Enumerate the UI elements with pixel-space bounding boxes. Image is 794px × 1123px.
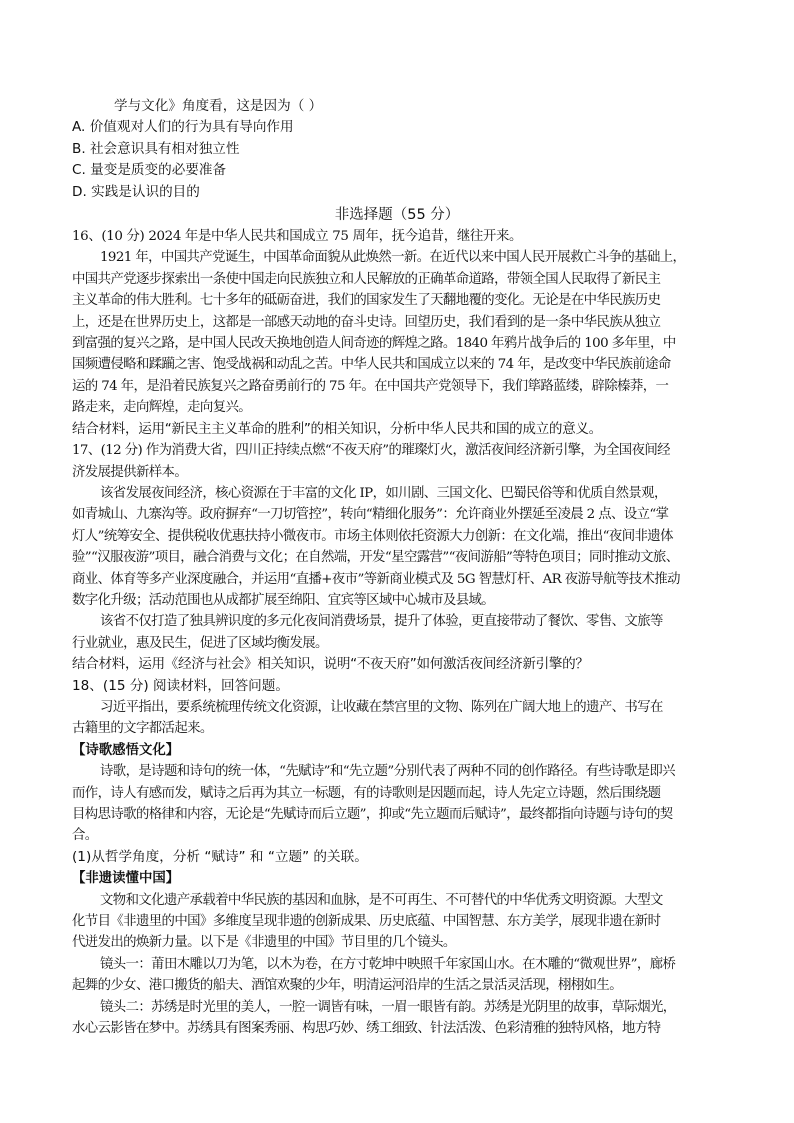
q18-heritage-line: 文物和文化遗产承载着中华民族的基因和血脉，是不可再生、不可替代的中华优秀文明资源。大型文 bbox=[100, 892, 663, 908]
q18-poem-line: 诗歌，是诗题和诗句的统一体，“先赋诗”和“先立题”分别代表了两种不同的创作路径。有些诗歌是即兴 bbox=[100, 764, 675, 780]
q18-quote-line: 习近平指出，要系统梳理传统文化资源，让收藏在禁宫里的文物、陈列在广阔大地上的遗产、书写在 bbox=[100, 699, 663, 715]
q17-para-line: 数字化升级；活动范围也从成都扩展至绵阳、宜宾等区域中心城市及县域。 bbox=[72, 592, 495, 608]
q16-para-line: 中国共产党逐步探索出一条使中国走向民族独立和人民解放的正确革命道路，带领全国人民取得了新民主 bbox=[72, 271, 661, 287]
q15-option-b: B. 社会意识具有相对独立性 bbox=[72, 140, 240, 157]
q18-quote-line: 古籍里的文字都活起来。 bbox=[72, 721, 213, 737]
q17-para-line: 验”“汉服夜游”项目，融合消费与文化；在自然端，开发“星空露营”“夜间游船”等特色项目；同时推动文旅、 bbox=[72, 550, 679, 566]
q16-para-line: 运的 74 年，是沿着民族复兴之路奋勇前行的 75 年。在中国共产党领导下，我们筚路蓝缕，辟除榛莽，一 bbox=[72, 378, 669, 394]
q16-question: 结合材料，运用“新民主主义革命的胜利”的相关知识，分析中华人民共和国的成立的意义。 bbox=[72, 420, 602, 437]
q17-header-line: 济发展提供新样本。 bbox=[72, 464, 188, 480]
q18-poem-line: 合。 bbox=[72, 828, 98, 844]
exam-page bbox=[72, 96, 722, 1039]
q18-shot2-line: 水心云影皆在梦中。苏绣具有图案秀丽、构思巧妙、绣工细致、针法活泼、色彩清雅的独特风格，地方特 bbox=[72, 1021, 661, 1037]
q16-para-line: 上，还是在世界历史上，这都是一部感天动地的奋斗史诗。回望历史，我们看到的是一条中华民族从独立 bbox=[72, 314, 661, 330]
q18-heritage-line: 化节目《非遗里的中国》多维度呈现非遗的创新成果、历史底蕴、中国智慧、东方美学，展现非遗在新时 bbox=[72, 914, 661, 930]
q18-heritage-line: 代迸发出的焕新力量。以下是《非遗里的中国》节目里的几个镜头。 bbox=[72, 935, 456, 951]
q15-option-d: D. 实践是认识的目的 bbox=[72, 183, 200, 200]
q15-option-a: A. 价值观对人们的行为具有导向作用 bbox=[72, 119, 294, 136]
q17-para-line: 该省发展夜间经济，核心资源在于丰富的文化 IP，如川剧、三国文化、巴蜀民俗等和优质自然景观， bbox=[100, 485, 667, 501]
q18-shot1-line: 镜头一：莆田木雕以刀为笔，以木为卷，在方寸乾坤中映照千年家国山水。在木雕的“微观世界”，廊桥 bbox=[100, 956, 676, 972]
q17-para-line: 灯人”统筹安全、提供税收优惠扶持小微夜市。市场主体则依托资源大力创新：在文化端，推出“夜间非遗体 bbox=[72, 528, 673, 544]
q18-shot2-line: 镜头二：苏绣是时光里的美人，一腔一调皆有味，一眉一眼皆有韵。苏绣是光阴里的故事，草际烟光， bbox=[100, 999, 676, 1015]
q17-question: 结合材料，运用《经济与社会》相关知识，说明“不夜天府”如何激活夜间经济新引擎的？ bbox=[72, 656, 589, 673]
q17-para-line: 商业、体育等多产业深度融合，并运用“直播+夜市”等新商业模式及 5G 智慧灯杆、AR 夜游导航等技术推动 bbox=[72, 571, 680, 587]
q17-para-line: 如青城山、九寨沟等。政府摒弃“一刀切管控”，转向“精细化服务”：允许商业外摆延至凌晨 2 点、设立“掌 bbox=[72, 507, 669, 523]
q18-tag-heritage: 【非遗读懂中国】 bbox=[72, 870, 180, 887]
q16-para-line: 1921 年，中国共产党诞生，中国革命面貌从此焕然一新。在近代以来中国人民开展救亡斗争的基础上， bbox=[100, 250, 686, 266]
section-title: 非选择题（55 分） bbox=[334, 207, 460, 224]
q15-option-c: C. 量变是质变的必要准备 bbox=[72, 162, 227, 179]
q17-para-line: 行业就业，惠及民生，促进了区域均衡发展。 bbox=[72, 635, 328, 651]
q17-para-line: 该省不仅打造了独具辨识度的多元化夜间消费场景，提升了体验，更直接带动了餐饮、零售、文旅等 bbox=[100, 614, 663, 630]
q16-para-line: 到富强的复兴之路，是中国人民改天换地创造人间奇迹的辉煌之路。1840 年鸦片战争后的 100 多年里，中 bbox=[72, 336, 676, 352]
q18-poem-line: 而作，诗人有感而发，赋诗之后再为其立一标题，有的诗歌则是因题而起，诗人先定立诗题，然后围绕题 bbox=[72, 785, 661, 801]
q16-para-line: 路走来，走向辉煌，走向复兴。 bbox=[72, 400, 252, 416]
q18-header: 18、(15 分) 阅读材料，回答问题。 bbox=[72, 677, 289, 694]
q15-stem-end: 学与文化》角度看，这是因为（ ） bbox=[114, 98, 323, 114]
q18-subquestion-1: (1)从哲学角度，分析 “赋诗” 和 “立题” 的关联。 bbox=[72, 848, 368, 865]
q16-header: 16、(10 分) 2024 年是中华人民共和国成立 75 周年，抚今追昔，继往开来。 bbox=[72, 229, 523, 245]
q16-para-line: 国频遭侵略和蹂躏之害、饱受战祸和动乱之苦。中华人民共和国成立以来的 74 年，是改变中华民族前途命 bbox=[72, 357, 671, 373]
q18-poem-line: 目构思诗歌的格律和内容，无论是“先赋诗而后立题”，抑或“先立题而后赋诗”，最终都指向诗题与诗句的契 bbox=[72, 807, 673, 822]
q18-tag-poetry: 【诗歌感悟文化】 bbox=[72, 741, 180, 758]
q18-shot1-line: 起舞的少女、港口搬货的船夫、酒馆欢聚的少年，明清运河沿岸的生活之景活灵活现，栩栩如生。 bbox=[72, 978, 622, 994]
q16-para-line: 主义革命的伟大胜利。七十多年的砥砺奋进，我们的国家发生了天翻地覆的变化。无论是在中华民族历史 bbox=[72, 293, 661, 309]
q17-header-line: 17、(12 分) 作为消费大省，四川正持续点燃“不夜天府”的璀璨灯火，激活夜间经济新引擎，为全国夜间经 bbox=[72, 443, 670, 459]
